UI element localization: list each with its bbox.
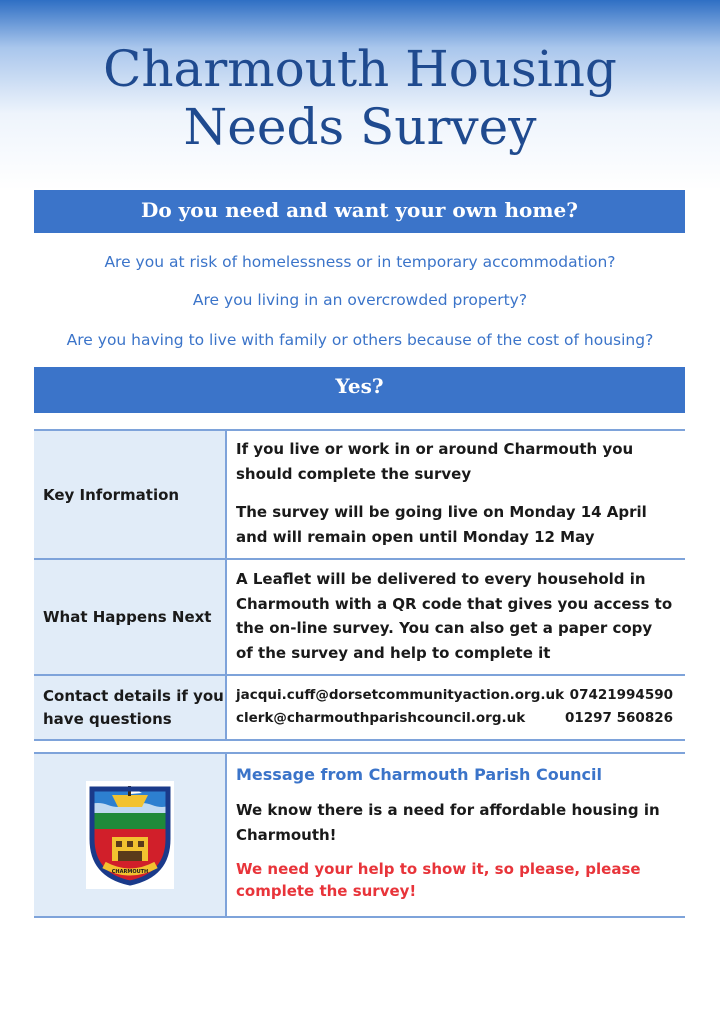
message-body: We know there is a need for affordable housing in Charmouth! xyxy=(236,801,660,844)
question-homelessness: Are you at risk of homelessness or in temporary accommodation? xyxy=(104,253,616,271)
question-banner: Do you need and want your own home? xyxy=(34,190,685,233)
title-line-1: Charmouth Housing xyxy=(103,40,617,98)
contact-body xyxy=(227,676,685,739)
answer-banner: Yes? xyxy=(34,367,685,413)
contact-phone[interactable]: 01297 560826 xyxy=(564,710,673,726)
table-row-what-happens-next xyxy=(34,560,685,676)
contact-label: Contact details if you have questions xyxy=(34,676,227,739)
question-cost-of-housing: Are you having to live with family or others because of the cost of housing? xyxy=(66,331,654,349)
title-line-2: Needs Survey xyxy=(183,98,537,156)
contact-line xyxy=(236,707,673,730)
what-happens-next-text: A Leaflet will be delivered to every household in Charmouth with a QR code that gives you access to the on-line survey. You can also get a paper copy of the survey and help to complete it xyxy=(236,570,673,662)
what-happens-next-body xyxy=(227,560,685,674)
message-cell xyxy=(227,754,685,916)
table-row-key-information xyxy=(34,431,685,560)
crest-frame xyxy=(86,781,174,889)
contact-email-link[interactable]: clerk@charmouthparishcouncil.org.uk xyxy=(236,710,526,726)
contact-phone[interactable]: 07421994590 xyxy=(569,687,673,703)
message-heading: Message from Charmouth Parish Council xyxy=(236,765,602,784)
key-information-label: Key Information xyxy=(34,431,227,558)
key-information-eligibility: If you live or work in or around Charmouth you should complete the survey xyxy=(236,440,634,483)
crest-motto: CHARMOUTH xyxy=(111,869,148,875)
key-information-dates: The survey will be going live on Monday 14 April and will remain open until Monday 12 May xyxy=(236,503,647,546)
crest-cell xyxy=(34,754,227,916)
table-row-contact xyxy=(34,676,685,739)
contact-email-link[interactable]: jacqui.cuff@dorsetcommunityaction.org.uk xyxy=(236,687,565,703)
key-information-body xyxy=(227,431,685,558)
what-happens-next-label: What Happens Next xyxy=(34,560,227,674)
info-table xyxy=(34,429,685,741)
parish-crest-icon xyxy=(88,783,172,887)
message-appeal: We need your help to show it, so please, please complete the survey! xyxy=(236,860,641,900)
parish-council-message xyxy=(34,752,685,918)
page-title xyxy=(0,40,720,156)
question-overcrowded: Are you living in an overcrowded property? xyxy=(192,291,528,309)
contact-line xyxy=(236,684,673,707)
